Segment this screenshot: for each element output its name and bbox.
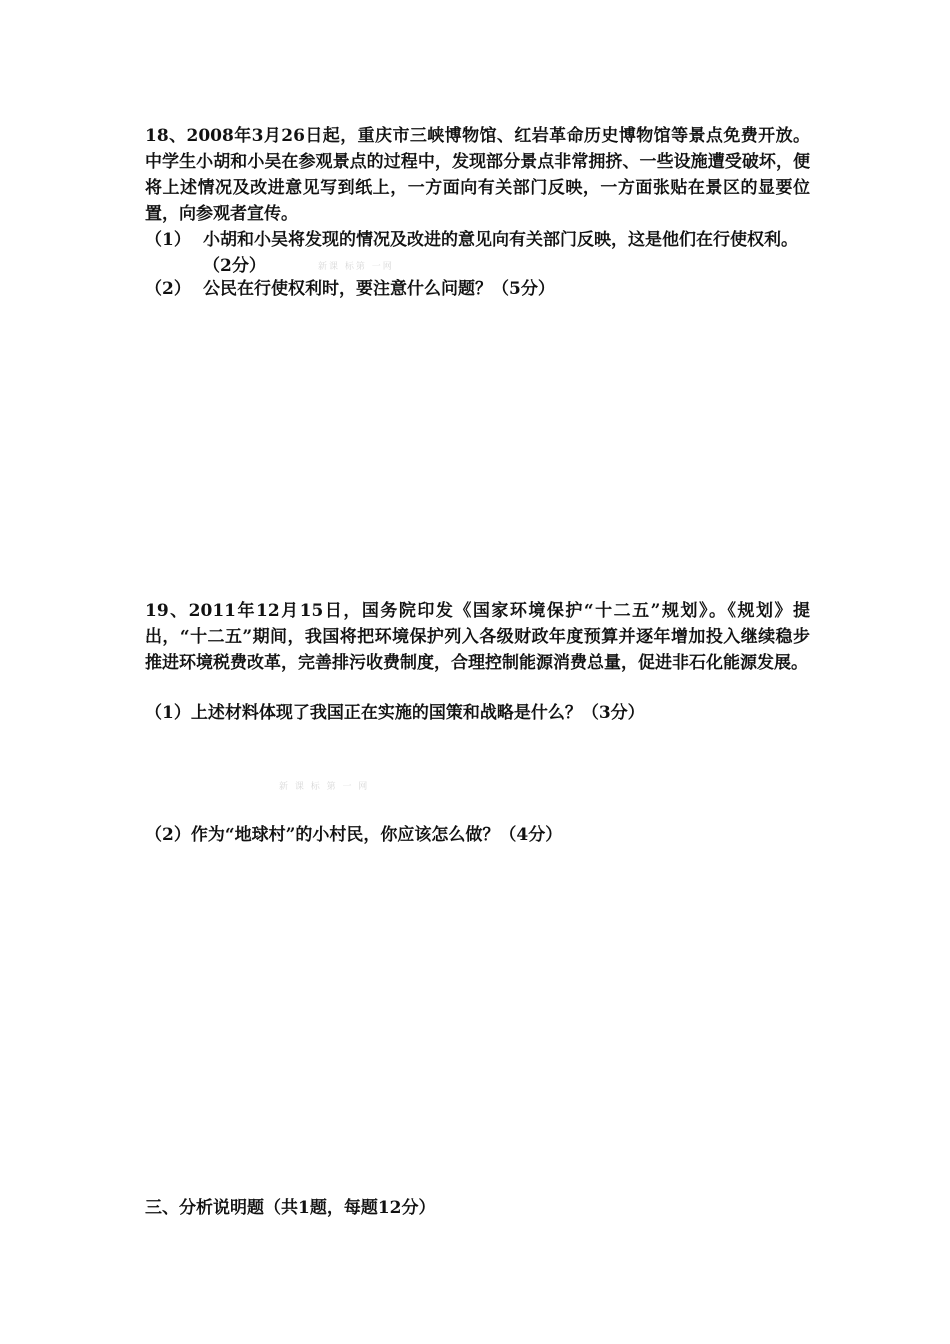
question-18-part-2-number: （2） bbox=[145, 279, 191, 299]
question-18-part-1-number: （1） bbox=[145, 230, 191, 250]
question-18-part-2-text: 公民在行使权利时，要注意什么问题？（5分） bbox=[203, 279, 555, 299]
question-19-part-2: （2）作为“地球村”的小村民，你应该怎么做？（4分） bbox=[145, 825, 563, 845]
question-18-part-1-text: 小胡和小吴将发现的情况及改进的意见向有关部门反映，这是他们在行使权利。（2分） bbox=[203, 230, 798, 276]
watermark-18: 新课 标第 一网 bbox=[318, 262, 394, 272]
question-18-stem: 18、2008年3月26日起，重庆市三峡博物馆、红岩革命历史博物馆等景点免费开放。中学生小胡和小吴在参观景点的过程中，发现部分景点非常拥挤、一些设施遭受破坏，便将上述情况及改进意见写到纸上，一方面向有关部门反映，一方面张贴在景区的显要位置，向参观者宣传。 bbox=[145, 126, 810, 224]
question-19-part-1: （1）上述材料体现了我国正在实施的国策和战略是什么？（3分） bbox=[145, 703, 645, 723]
question-18-part-1 bbox=[145, 227, 810, 279]
question-19-stem: 19、2011年12月15日，国务院印发《国家环境保护“十二五”规划》。《规划》提出，“十二五”期间，我国将把环境保护列入各级财政年度预算并逐年增加投入继续稳步推进环境税费改革，完善排污收费制度，合理控制能源消费总量，促进非石化能源发展。 bbox=[145, 601, 810, 673]
watermark-19: 新 课 标 第 一 网 bbox=[279, 782, 370, 792]
section-3-heading: 三、分析说明题（共1题，每题12分） bbox=[145, 1198, 436, 1218]
question-18-part-2 bbox=[145, 276, 810, 302]
